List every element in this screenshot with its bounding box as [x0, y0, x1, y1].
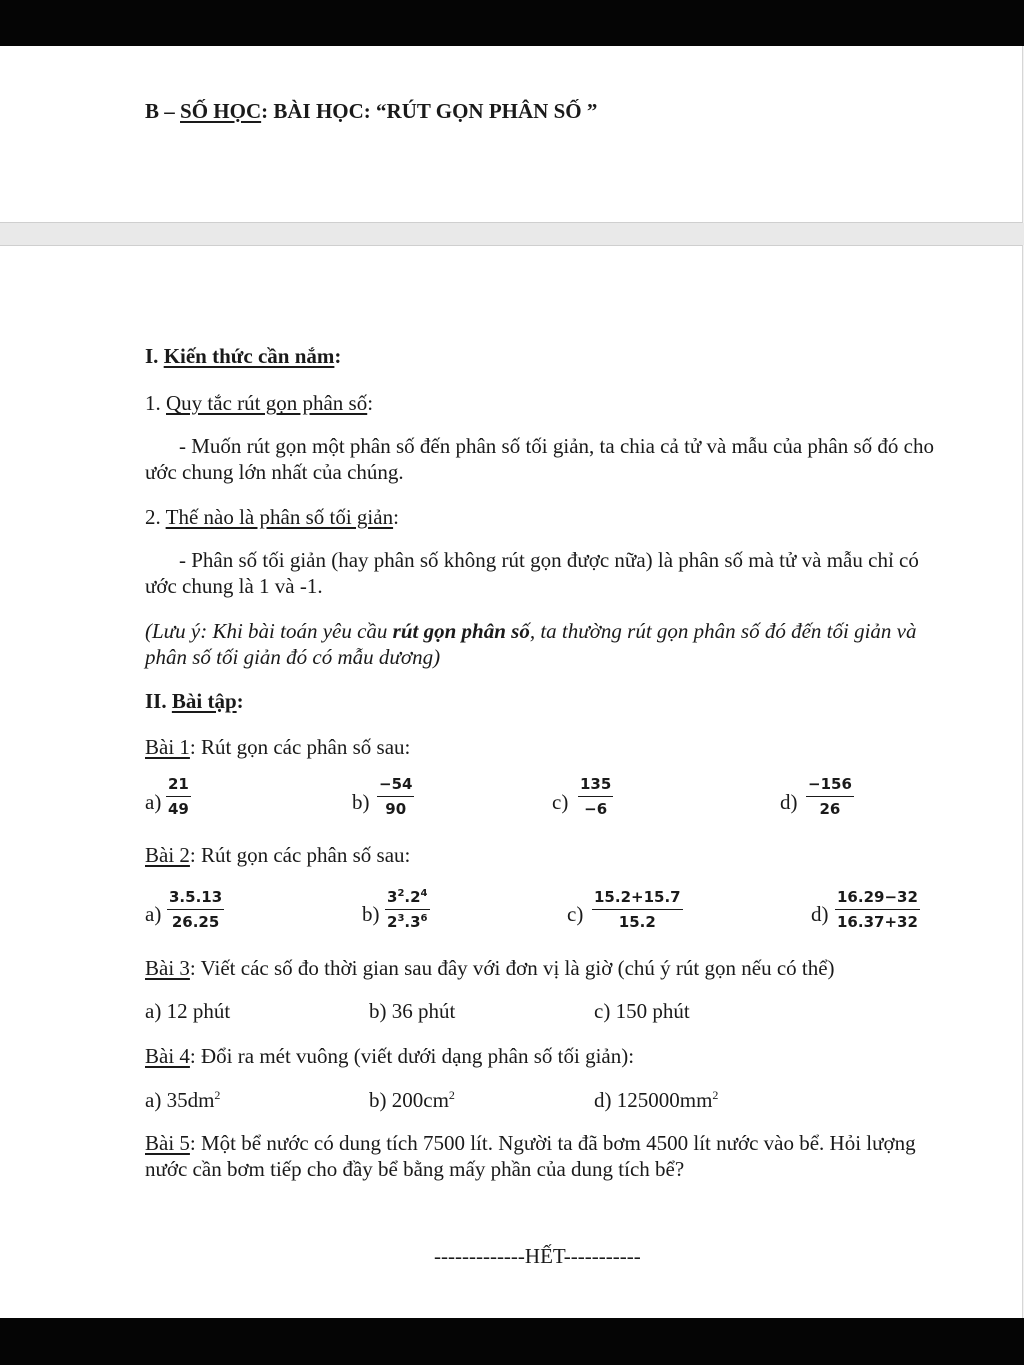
- fraction-numerator: 15.2+15.7: [594, 888, 681, 906]
- exponent: 4: [420, 888, 428, 899]
- section-1-roman: I.: [145, 344, 164, 368]
- page-2: [0, 245, 1023, 1319]
- bai-2-b-fraction: [385, 888, 430, 932]
- bai-3-item-a: a) 12 phút: [145, 999, 231, 1023]
- page-1: [0, 46, 1023, 223]
- page-gap: [0, 223, 1024, 245]
- bai-5-text: : Một bể nước có dung tích 7500 lít. Người ta đã bơm 4500 lít nước vào bể. Hỏi lượng nước cần bơm tiếp cho đầy bể bằng mấy phần của dung tích bể?: [145, 1131, 916, 1181]
- bai-3-text: : Viết các số đo thời gian sau đây với đơn vị là giờ (chú ý rút gọn nếu có thể): [189, 956, 835, 980]
- rule-2-title: Thế nào là phân số tối giản: [165, 505, 394, 529]
- exp-base: .2: [404, 888, 421, 906]
- bai-2-d-fraction: [835, 888, 920, 932]
- item-text: a) 35dm: [145, 1088, 215, 1112]
- header-prefix: B –: [145, 99, 181, 123]
- section-1-colon: :: [334, 344, 342, 368]
- section-2-roman: II.: [145, 689, 172, 713]
- exp-base: .3: [404, 913, 421, 931]
- fraction-numerator: −54: [379, 775, 413, 793]
- rule-1-title: Quy tắc rút gọn phân số: [166, 391, 368, 415]
- fraction-denominator: 49: [168, 800, 189, 818]
- exponent: 3: [397, 913, 405, 924]
- fraction-denominator: 15.2: [618, 913, 656, 931]
- bai-3-label: Bài 3: [145, 956, 190, 980]
- section-2-colon: :: [236, 689, 244, 713]
- note-bold: rút gọn phân số: [392, 619, 530, 643]
- bai-1-heading: [145, 734, 410, 760]
- bai-1-label: Bài 1: [145, 735, 190, 759]
- bai-2-label: Bài 2: [145, 843, 190, 867]
- bai-4-item-a: [145, 1087, 220, 1113]
- bai-1-a-label: a): [145, 790, 162, 814]
- rule-1-text: - Muốn rút gọn một phân số đến phân số tối giản, ta chia cả tử và mẫu của phân số đó cho ước chung lớn nhất của chúng.: [145, 434, 934, 484]
- bai-1-d-fraction: [806, 775, 854, 819]
- exponent: 6: [420, 913, 428, 924]
- rule-1-num: 1.: [145, 391, 166, 415]
- fraction-numerator: [385, 888, 430, 909]
- end-marker: -------------HẾT-----------: [434, 1244, 641, 1268]
- bai-2-heading: [145, 842, 410, 868]
- bai-2-b-label: b): [362, 902, 380, 926]
- bai-4-item-d: [594, 1087, 718, 1113]
- bai-5-paragraph: [145, 1130, 945, 1182]
- fraction-denominator: [385, 910, 430, 932]
- bai-2-a-label: a): [145, 902, 162, 926]
- bai-2-c-label: c): [567, 902, 584, 926]
- bai-4-item-b: [369, 1087, 455, 1113]
- exp-base: 2: [387, 913, 398, 931]
- top-black-bar: [0, 0, 1024, 46]
- exponent: 2: [712, 1088, 719, 1102]
- exponent: 2: [448, 1088, 455, 1102]
- fraction-numerator: −156: [808, 775, 852, 793]
- note-pre: (Lưu ý: Khi bài toán yêu cầu: [145, 619, 393, 643]
- fraction-denominator: 90: [385, 800, 407, 818]
- fraction-denominator: 26.25: [171, 913, 220, 931]
- rule-1-colon: :: [367, 391, 374, 415]
- section-2-title: Bài tập: [171, 689, 237, 713]
- rule-2-heading: [145, 504, 399, 530]
- bai-1-text: : Rút gọn các phân số sau:: [189, 735, 411, 759]
- header-rest: : BÀI HỌC: “RÚT GỌN PHÂN SỐ ”: [261, 99, 598, 123]
- fraction-denominator: −6: [584, 800, 608, 818]
- bai-2-text: : Rút gọn các phân số sau:: [189, 843, 411, 867]
- fraction-numerator: 16.29−32: [837, 888, 918, 906]
- bai-4-heading: [145, 1043, 634, 1069]
- section-1-title: Kiến thức cần nắm: [163, 344, 335, 368]
- bai-1-d-label: d): [780, 790, 798, 814]
- header-subject: SỐ HỌC: [180, 99, 262, 123]
- note-post: , ta thường rút gọn phân số đó đến tối giản và phân số tối giản đó có mẫu dương): [145, 619, 917, 669]
- rule-1-heading: [145, 390, 373, 416]
- item-text: d) 125000mm: [594, 1088, 713, 1112]
- fraction-numerator: 135: [580, 775, 612, 793]
- section-2-heading: [145, 688, 244, 714]
- rule-2-text: - Phân số tối giản (hay phân số không rút gọn được nữa) là phân số mà tử và mẫu chỉ có ước chung là 1 và -1.: [145, 548, 919, 598]
- exponent: 2: [214, 1088, 221, 1102]
- bai-1-c-label: c): [552, 790, 569, 814]
- bai-4-text: : Đổi ra mét vuông (viết dưới dạng phân số tối giản):: [189, 1044, 635, 1068]
- bai-1-b-label: b): [352, 790, 370, 814]
- exp-base: 3: [387, 888, 398, 906]
- section-1-heading: [145, 343, 341, 369]
- rule-2-num: 2.: [145, 505, 166, 529]
- bai-2-d-label: d): [811, 902, 829, 926]
- note-text: [145, 618, 955, 670]
- fraction-numerator: 21: [168, 775, 189, 793]
- bai-1-b-fraction: [377, 775, 414, 819]
- bai-1-c-fraction: [578, 775, 613, 819]
- rule-2-colon: :: [393, 505, 399, 529]
- header-title: [145, 98, 597, 124]
- fraction-denominator: 16.37+32: [837, 913, 918, 931]
- bai-3-heading: [145, 955, 835, 981]
- bottom-black-bar: [0, 1318, 1024, 1365]
- fraction-numerator: 3.5.13: [169, 888, 223, 906]
- item-text: b) 200cm: [369, 1088, 449, 1112]
- fraction-denominator: 26: [819, 800, 841, 818]
- bai-2-a-fraction: [167, 888, 224, 932]
- bai-4-label: Bài 4: [145, 1044, 190, 1068]
- bai-3-item-b: b) 36 phút: [369, 999, 456, 1023]
- bai-3-item-c: c) 150 phút: [594, 999, 690, 1023]
- bai-1-a-fraction: [166, 775, 191, 819]
- exponent: 2: [397, 888, 405, 899]
- bai-5-label: Bài 5: [145, 1131, 190, 1155]
- bai-2-c-fraction: [592, 888, 683, 932]
